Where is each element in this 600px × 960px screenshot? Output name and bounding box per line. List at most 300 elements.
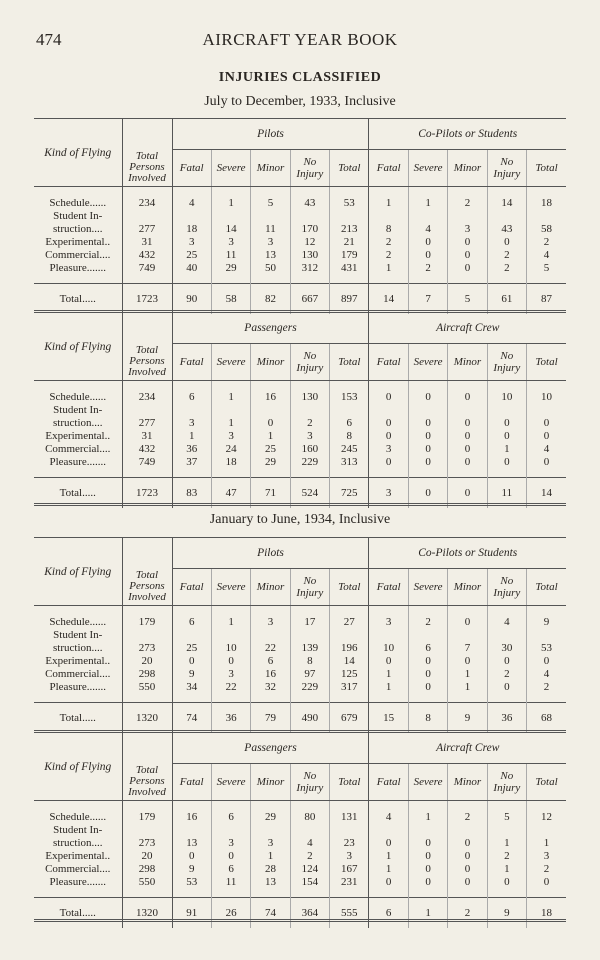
book-title: AIRCRAFT YEAR BOOK	[202, 30, 398, 49]
table-cell: 1723	[122, 478, 172, 509]
table-cell: 667	[290, 284, 329, 315]
group-header-a: Pilots	[172, 119, 369, 150]
table-cell: 725	[330, 478, 369, 509]
table-cell	[172, 404, 211, 417]
total-persons-header	[122, 119, 172, 187]
table-cell: 0	[448, 863, 487, 876]
table-cell: 9	[448, 703, 487, 734]
table-cell: 0	[408, 381, 447, 405]
table-cell: 0	[408, 417, 447, 430]
table-cell: 53	[172, 876, 211, 898]
table-cell: 37	[172, 456, 211, 478]
table-cell: 0	[448, 837, 487, 850]
row-label: Schedule......	[34, 381, 122, 405]
table-cell: 29	[211, 262, 250, 284]
table-cell: 3	[369, 606, 408, 630]
table-cell	[251, 824, 290, 837]
table-cell	[369, 824, 408, 837]
table-cell: 83	[172, 478, 211, 509]
table-cell: 80	[290, 801, 329, 825]
table-row	[34, 824, 566, 837]
table-cell: 5	[543, 262, 550, 274]
injury-table-1934-passengers	[34, 730, 566, 928]
table-cell: 364	[290, 898, 329, 929]
table-cell: 7	[408, 284, 447, 315]
table-cell: 2	[448, 187, 487, 211]
table-cell	[487, 210, 526, 223]
table-cell: 2	[543, 681, 550, 693]
table-cell	[251, 210, 290, 223]
table-cell: 2	[487, 668, 526, 681]
table-cell: 490	[290, 703, 329, 734]
table-cell: 179	[122, 606, 172, 630]
table-cell: 0	[487, 876, 526, 898]
table-cell: 1	[369, 863, 408, 876]
table-cell: 3	[172, 236, 211, 249]
table-row	[34, 898, 566, 929]
table-cell: 432	[122, 249, 172, 262]
row-label: Student In-	[34, 629, 122, 642]
injury-table-1934-pilots	[34, 537, 566, 733]
no-injury-line: No	[500, 575, 514, 587]
table-row	[34, 629, 566, 642]
no-injury-line: Injury	[296, 587, 324, 599]
table-cell: 0	[543, 430, 550, 442]
subheader-minor: Minor	[448, 764, 487, 801]
table-cell: 0	[172, 655, 211, 668]
table-cell: 5	[251, 187, 290, 211]
no-injury-line: Injury	[296, 782, 324, 794]
row-label: Total.....	[34, 703, 122, 734]
total-persons-line: Total	[135, 569, 159, 581]
table-row	[34, 655, 566, 668]
table-cell: 234	[122, 187, 172, 211]
table-cell: 1320	[122, 703, 172, 734]
group-header-b: Co-Pilots or Students	[369, 119, 566, 150]
page-number: 474	[36, 30, 62, 49]
subheader-fatal: Fatal	[369, 150, 408, 187]
table-cell: 0	[211, 850, 250, 863]
table-cell: 0	[487, 236, 526, 249]
group-header-a: Passengers	[172, 732, 369, 764]
table-cell: 0	[408, 850, 447, 863]
table-cell: 11	[487, 478, 526, 509]
table-row	[34, 850, 566, 863]
table-cell: 32	[251, 681, 290, 703]
subheader-fatal: Fatal	[369, 344, 408, 381]
row-label: Commercial....	[34, 443, 122, 456]
table-cell: 550	[122, 876, 172, 898]
injury-table-1933-passengers	[34, 310, 566, 508]
no-injury-line: Injury	[493, 587, 521, 599]
subheader-total: Total	[330, 150, 369, 187]
table-cell: 87	[527, 284, 566, 315]
table-cell: 130	[290, 381, 329, 405]
table-cell: 2	[369, 249, 408, 262]
table-cell: 10	[487, 381, 526, 405]
table-cell	[408, 404, 447, 417]
table-cell: 170	[290, 223, 329, 236]
table-cell: 6	[211, 863, 250, 876]
table-cell: 10	[541, 391, 553, 403]
table-cell: 298	[122, 863, 172, 876]
subheader-no-injury	[290, 764, 329, 801]
subheader-no-injury	[487, 764, 526, 801]
table-cell: 245	[330, 443, 369, 456]
table-cell: 3	[211, 236, 250, 249]
table-cell: 0	[487, 681, 526, 703]
table-cell: 179	[330, 249, 369, 262]
table-cell: 9	[172, 863, 211, 876]
table-cell: 0	[448, 249, 487, 262]
table-cell: 23	[330, 837, 369, 850]
table-cell: 0	[369, 837, 408, 850]
subheader-minor: Minor	[448, 150, 487, 187]
table-cell: 749	[122, 262, 172, 284]
table-cell: 9	[172, 668, 211, 681]
subheader-no-injury	[487, 569, 526, 606]
table-cell	[487, 824, 526, 837]
table-cell	[408, 824, 447, 837]
table-cell: 22	[211, 681, 250, 703]
table-cell: 1	[487, 837, 526, 850]
table-cell: 34	[172, 681, 211, 703]
table-row	[34, 236, 566, 249]
table-cell: 43	[487, 223, 526, 236]
table-cell: 2	[408, 606, 447, 630]
subheader-total: Total	[527, 569, 566, 606]
kind-of-flying-header: Kind of Flying	[34, 119, 122, 187]
table-cell: 90	[172, 284, 211, 315]
table-cell	[172, 824, 211, 837]
table-cell	[122, 824, 172, 837]
table-cell: 50	[251, 262, 290, 284]
table-cell: 5	[448, 284, 487, 315]
table-cell: 0	[448, 850, 487, 863]
table-cell: 36	[211, 703, 250, 734]
table-cell: 313	[330, 456, 369, 478]
table-cell: 18	[172, 223, 211, 236]
group-header-b: Co-Pilots or Students	[369, 538, 566, 569]
table-cell	[211, 824, 250, 837]
table-cell: 234	[122, 381, 172, 405]
table-cell: 555	[330, 898, 369, 929]
subheader-minor: Minor	[251, 569, 290, 606]
table-cell: 0	[251, 417, 290, 430]
table-cell: 40	[172, 262, 211, 284]
table-cell: 139	[290, 642, 329, 655]
row-label: Commercial....	[34, 863, 122, 876]
table-cell: 53	[330, 187, 369, 211]
table-row	[34, 381, 566, 405]
table-row	[34, 210, 566, 223]
table-row	[34, 443, 566, 456]
row-label: Total.....	[34, 284, 122, 315]
subheader-no-injury	[290, 569, 329, 606]
table-cell: 1	[448, 681, 487, 703]
table-cell: 26	[211, 898, 250, 929]
no-injury-line: Injury	[296, 362, 324, 374]
table-cell: 14	[527, 478, 566, 509]
table-cell: 0	[408, 478, 447, 509]
table-cell: 79	[251, 703, 290, 734]
table-cell: 213	[330, 223, 369, 236]
table-cell: 1	[172, 430, 211, 443]
no-injury-line: No	[303, 770, 317, 782]
table-row	[34, 642, 566, 655]
table-cell: 6	[369, 898, 408, 929]
table-cell: 0	[448, 443, 487, 456]
table-cell: 3	[448, 223, 487, 236]
no-injury-line: Injury	[493, 168, 521, 180]
period-heading-1933: July to December, 1933, Inclusive	[204, 94, 396, 109]
table-cell: 1	[408, 801, 447, 825]
table-cell: 0	[487, 456, 526, 478]
table-cell: 0	[543, 456, 550, 468]
table-cell: 1	[408, 898, 447, 929]
row-label: Student In-	[34, 210, 122, 223]
table-cell: 0	[369, 381, 408, 405]
table-cell: 1	[369, 668, 408, 681]
table-row	[34, 430, 566, 443]
table-cell: 0	[448, 478, 487, 509]
table-cell: 24	[211, 443, 250, 456]
table-row	[34, 262, 566, 284]
table-row	[34, 837, 566, 850]
total-persons-line: Involved	[128, 786, 166, 798]
total-persons-line: Persons	[129, 775, 165, 787]
table-cell: 231	[330, 876, 369, 898]
table-cell: 0	[448, 876, 487, 898]
table-cell: 273	[122, 837, 172, 850]
table-cell: 53	[541, 642, 553, 654]
table-cell: 4	[543, 249, 550, 261]
table-row	[34, 417, 566, 430]
total-persons-line: Total	[135, 764, 159, 776]
table-cell: 0	[408, 236, 447, 249]
table-cell: 0	[448, 262, 487, 284]
table-cell: 4	[290, 837, 329, 850]
table-cell: 524	[290, 478, 329, 509]
table-cell: 1	[251, 850, 290, 863]
table-cell: 21	[330, 236, 369, 249]
table-cell: 3	[330, 850, 369, 863]
table-cell: 2	[290, 850, 329, 863]
table-cell: 68	[527, 703, 566, 734]
table-cell: 0	[543, 417, 550, 429]
row-label: Total.....	[34, 898, 122, 929]
row-label: Commercial....	[34, 668, 122, 681]
table-cell: 43	[290, 187, 329, 211]
table-cell: 18	[527, 898, 566, 929]
table-cell: 2	[543, 863, 550, 875]
table-cell: 36	[487, 703, 526, 734]
kind-of-flying-header: Kind of Flying	[34, 732, 122, 801]
table-cell: 8	[369, 223, 408, 236]
table-cell: 179	[122, 801, 172, 825]
total-persons-line: Involved	[128, 366, 166, 378]
row-label: struction....	[34, 223, 122, 236]
table-cell: 61	[487, 284, 526, 315]
table-cell: 432	[122, 443, 172, 456]
table-cell	[527, 824, 566, 837]
row-label: struction....	[34, 417, 122, 430]
row-label: Total.....	[34, 478, 122, 509]
table-cell: 3	[211, 837, 250, 850]
table-cell: 6	[172, 606, 211, 630]
table-cell: 20	[122, 850, 172, 863]
subheader-fatal: Fatal	[172, 569, 211, 606]
table-cell: 97	[290, 668, 329, 681]
table-cell	[290, 210, 329, 223]
table-cell: 27	[330, 606, 369, 630]
table-cell: 11	[211, 876, 250, 898]
table-cell: 0	[448, 456, 487, 478]
table-cell: 1723	[122, 284, 172, 315]
subheader-severe: Severe	[408, 150, 447, 187]
table-cell	[290, 629, 329, 642]
subheader-no-injury	[290, 150, 329, 187]
table-cell	[290, 824, 329, 837]
table-cell: 0	[487, 655, 526, 668]
table-cell	[527, 629, 566, 642]
subheader-minor: Minor	[251, 344, 290, 381]
table-cell: 3	[211, 430, 250, 443]
table-cell	[211, 629, 250, 642]
table-cell: 1	[251, 430, 290, 443]
table-cell: 897	[330, 284, 369, 315]
table-cell: 160	[290, 443, 329, 456]
subheader-severe: Severe	[211, 150, 250, 187]
group-header-b: Aircraft Crew	[369, 312, 566, 344]
total-persons-line: Persons	[129, 355, 165, 367]
no-injury-line: No	[303, 350, 317, 362]
table-cell: 0	[408, 876, 447, 898]
subheader-severe: Severe	[211, 344, 250, 381]
table-cell	[330, 824, 369, 837]
table-cell: 0	[369, 655, 408, 668]
injury-table-1933-pilots	[34, 118, 566, 314]
table-cell: 298	[122, 668, 172, 681]
row-label: Pleasure.......	[34, 681, 122, 703]
table-cell: 0	[408, 443, 447, 456]
table-cell: 16	[251, 381, 290, 405]
table-cell: 82	[251, 284, 290, 315]
table-cell: 14	[330, 655, 369, 668]
table-cell: 0	[408, 668, 447, 681]
page-title: INJURIES CLASSIFIED	[218, 70, 382, 85]
table-cell: 1	[211, 606, 250, 630]
subheader-total: Total	[330, 764, 369, 801]
table-row	[34, 863, 566, 876]
table-row	[34, 223, 566, 236]
table-cell: 17	[290, 606, 329, 630]
table-cell: 0	[487, 417, 526, 430]
table-cell: 16	[251, 668, 290, 681]
table-cell: 125	[330, 668, 369, 681]
table-cell	[251, 404, 290, 417]
table-cell: 13	[251, 876, 290, 898]
table-cell: 8	[330, 430, 369, 443]
table-cell	[527, 404, 566, 417]
subheader-total: Total	[527, 344, 566, 381]
table-cell: 3	[543, 850, 550, 862]
table-cell: 16	[172, 801, 211, 825]
table-cell: 0	[369, 417, 408, 430]
table-cell: 317	[330, 681, 369, 703]
table-cell: 6	[408, 642, 447, 655]
period-heading-1934: January to June, 1934, Inclusive	[209, 512, 391, 527]
row-label: Student In-	[34, 404, 122, 417]
table-cell: 29	[251, 456, 290, 478]
page-header	[36, 30, 564, 54]
table-cell: 124	[290, 863, 329, 876]
table-cell: 12	[290, 236, 329, 249]
table-cell: 1	[408, 187, 447, 211]
table-cell	[408, 210, 447, 223]
table-cell: 10	[369, 642, 408, 655]
table-cell: 15	[369, 703, 408, 734]
table-cell: 0	[408, 456, 447, 478]
total-persons-header	[122, 732, 172, 801]
table-cell: 6	[330, 417, 369, 430]
group-header-a: Pilots	[172, 538, 369, 569]
table-cell: 0	[448, 430, 487, 443]
row-label: Experimental..	[34, 850, 122, 863]
table-cell: 2	[487, 249, 526, 262]
table-cell: 3	[369, 478, 408, 509]
table-cell: 3	[251, 606, 290, 630]
table-cell	[122, 404, 172, 417]
table-cell: 0	[408, 863, 447, 876]
subheader-fatal: Fatal	[369, 569, 408, 606]
total-persons-header	[122, 312, 172, 381]
table-cell: 22	[251, 642, 290, 655]
subheader-no-injury	[487, 150, 526, 187]
table-cell: 20	[122, 655, 172, 668]
total-persons-line: Persons	[129, 161, 165, 173]
table-cell: 14	[211, 223, 250, 236]
kind-of-flying-header: Kind of Flying	[34, 538, 122, 606]
table-cell: 0	[487, 430, 526, 443]
table-cell: 196	[330, 642, 369, 655]
no-injury-line: Injury	[493, 782, 521, 794]
table-cell: 0	[543, 655, 550, 667]
no-injury-line: Injury	[493, 362, 521, 374]
subheader-total: Total	[527, 764, 566, 801]
table-cell: 153	[330, 381, 369, 405]
table-cell	[122, 629, 172, 642]
table-cell: 12	[541, 811, 553, 823]
table-cell	[369, 629, 408, 642]
table-cell	[369, 404, 408, 417]
kind-of-flying-header: Kind of Flying	[34, 312, 122, 381]
table-row	[34, 876, 566, 898]
table-cell: 2	[369, 236, 408, 249]
table-cell: 71	[251, 478, 290, 509]
table-cell	[448, 629, 487, 642]
table-cell	[172, 629, 211, 642]
row-label: Schedule......	[34, 187, 122, 211]
table-cell	[448, 404, 487, 417]
table-cell: 10	[211, 642, 250, 655]
table-row	[34, 668, 566, 681]
no-injury-line: No	[303, 156, 317, 168]
table-cell: 58	[211, 284, 250, 315]
table-row	[34, 606, 566, 630]
section-rule	[34, 503, 566, 506]
table-cell: 0	[369, 430, 408, 443]
